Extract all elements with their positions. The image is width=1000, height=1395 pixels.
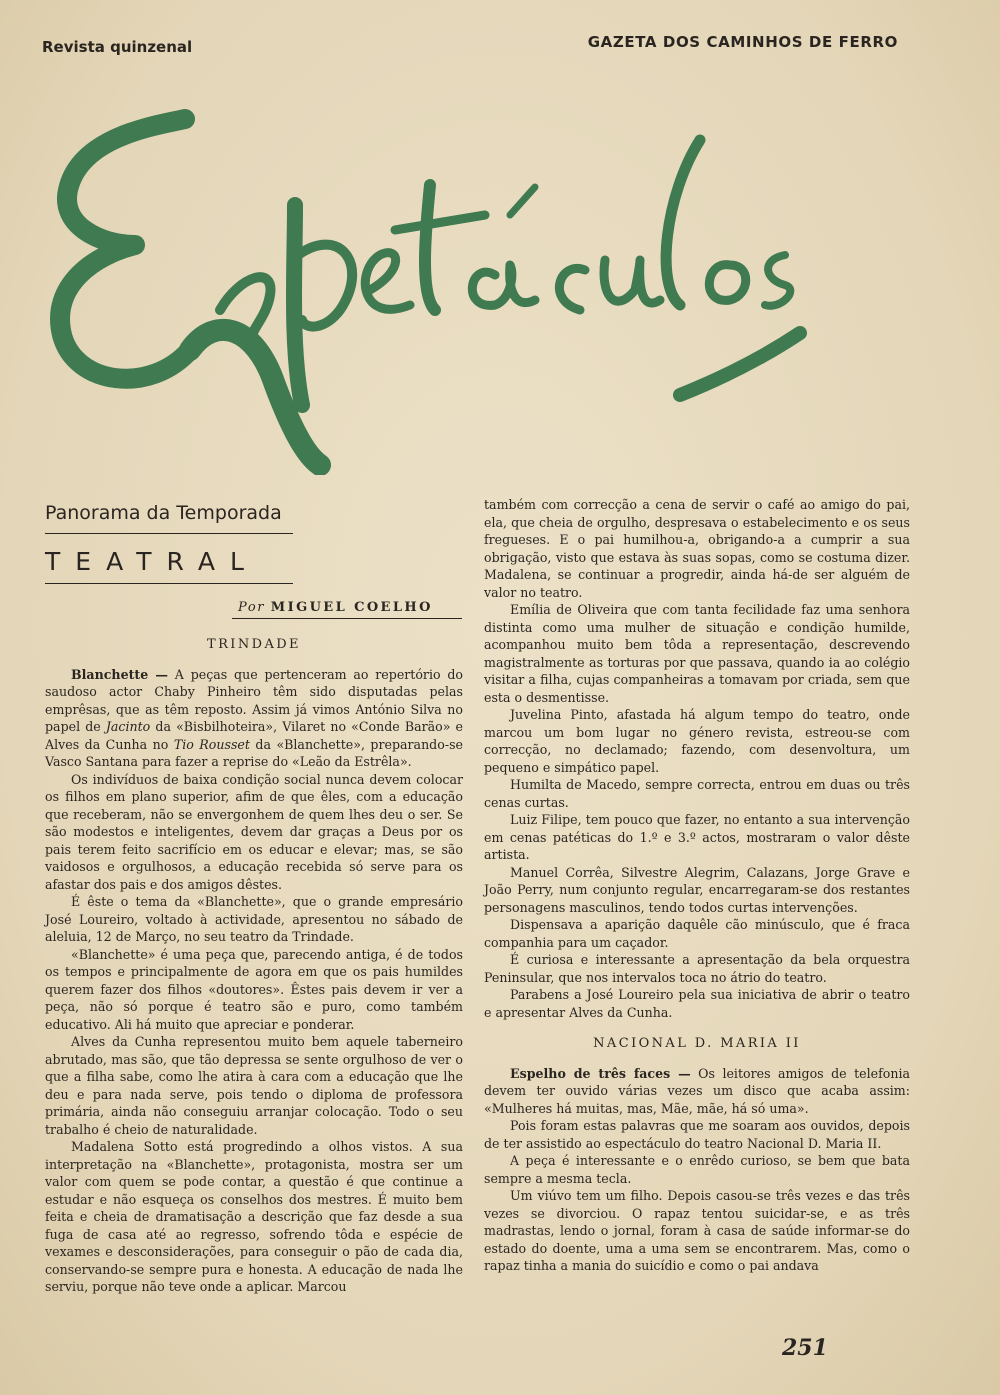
paragraph: Espelho de três faces — Os leitores amigos de telefonia devem ter ouvido várias vezes um disco que acaba assim: «Mulheres há muitas, mas, Mãe, mãe, há só uma». (484, 1065, 910, 1116)
paragraph: A peça é interessante e o enrêdo curioso, se bem que bata sempre a mesma tecla. (484, 1153, 910, 1186)
section-title: Panorama da Temporada (45, 502, 282, 524)
author-name: MIGUEL COELHO (270, 600, 433, 615)
espetaculos-logo (40, 95, 810, 475)
paragraph: É êste o tema da «Blanchette», que o grande empresário José Loureiro, voltado à actividade, apresentou no sábado de aleluia, 12 de Março, no seu teatro da Trindade. (45, 894, 463, 944)
paragraph: Manuel Corrêa, Silvestre Alegrim, Calazans, Jorge Grave e João Perry, num conjunto regular, encarregaram-se dos restantes personagens masculinos, tendo todos curtas intervenções. (484, 864, 910, 915)
logo-text: Espetáculos (40, 95, 47, 96)
paragraph: Humilta de Macedo, sempre correcta, entrou em duas ou três cenas curtas. (484, 777, 910, 810)
paragraph: Luiz Filipe, tem pouco que fazer, no entanto a sua intervenção em cenas patéticas do 1.º e 3.º actos, mostraram o valor dêste artista. (484, 812, 910, 862)
left-column (45, 636, 463, 1296)
paragraph: «Blanchette» é uma peça que, parecendo antiga, é de todos os tempos e principalmente de agora em que os pais humildes querem fazer dos filhos «doutores». Êstes pais devem ir ver a peça, não só porque é teatro são e puro, como também educativo. Ali há muito que apreciar e ponderar. (45, 946, 463, 1032)
title-rule (45, 533, 293, 534)
venue-heading: NACIONAL D. MARIA II (593, 1036, 801, 1051)
paragraph: Um viúvo tem um filho. Depois casou-se três vezes e das três vezes se divorciou. O rapaz tentou suicidar-se, e as três madrastas, lendo o jornal, foram à casa de saúde informar-se do estado do doente, uma a uma sem se encontrarem. Mas, como o rapaz tinha a mania do suicídio e como o pai andava (484, 1188, 910, 1273)
byline (238, 600, 433, 615)
play-title: Espelho de três faces — (510, 1065, 691, 1081)
paragraph: Pois foram estas palavras que me soaram aos ouvidos, depois de ter assistido ao espectáculo do teatro Nacional D. Maria II. (484, 1118, 910, 1151)
section-subtitle: TEATRAL (45, 547, 259, 576)
play-title: Blanchette — (71, 666, 169, 682)
byline-prefix: Por (238, 600, 266, 615)
page-number: 251 (782, 1335, 828, 1361)
right-column (484, 496, 910, 1275)
paragraph: também com correcção a cena de servir o café ao amigo do pai, ela, que cheia de orgulho, despresava o estabelecimento e os seus fregueses. E o pai humilhou-a, obrigando-a a cumprir a sua obrigação, visto que estava às suas sopas, como se costuma dizer. Madalena, se continuar a progredir, ainda há-de ser alguém de valor no teatro. (484, 497, 910, 600)
header-left: Revista quinzenal (42, 38, 193, 56)
paragraph: Madalena Sotto está progredindo a olhos vistos. A sua interpretação na «Blanchette», protagonista, mostra ser um valor com quem se pode contar, a questão é que continue a estudar e não esqueça os conselhos dos mestres. É muito bem feita e cheia de dramatisação a descrição que faz desde a sua fuga de casa até ao regresso, sofrendo tôda e espécie de vexames e desconsiderações, para conseguir o pão de cada dia, conservando-se sempre pura e honesta. A educação de nada lhe serviu, porque não teve onde a aplicar. Marcou (45, 1139, 463, 1294)
subtitle-rule (45, 583, 293, 584)
paragraph: Os indivíduos de baixa condição social nunca devem colocar os filhos em plano superior, afim de que êles, com a educação que receberam, não se envergonhem de quem lhes deu o ser. Se são modestos e inteligentes, devem dar graças a Deus por os pais terem feito sacrifício em os educar e elevar; mas, se são vaidosos e orgulhosos, a educação recebida só serve para os afastar dos pais e dos amigos dêstes. (45, 771, 463, 892)
byline-rule (232, 618, 462, 619)
paragraph: É curiosa e interessante a apresentação da bela orquestra Peninsular, que nos intervalos toca no átrio do teatro. (484, 952, 910, 985)
venue-heading: TRINDADE (207, 637, 301, 652)
header-right: GAZETA DOS CAMINHOS DE FERRO (587, 33, 898, 51)
paragraph: Parabens a José Loureiro pela sua iniciativa de abrir o teatro e apresentar Alves da Cunha. (484, 987, 910, 1020)
paragraph: Alves da Cunha representou muito bem aquele taberneiro abrutado, mas são, que tão depressa se sente orgulhoso de ver o que a filha sabe, como lhe atira à cara com a educação que lhe deu e para nada serve, pois tendo o diploma de professora primária, ainda não conseguiu arranjar colocação. Todo o seu trabalho é cheio de naturalidade. (45, 1034, 463, 1137)
paragraph: Dispensava a aparição daquêle cão minúsculo, que é fraca companhia para um caçador. (484, 917, 910, 950)
paragraph: Emília de Oliveira que com tanta fecilidade faz uma senhora distinta como uma mulher de situação e condição humilde, acompanhou muito bem tôda a representação, descrevendo magistralmente as torturas por que passava, quando ia ao colégio visitar a filha, cujas companheiras a tomavam por criada, sem que esta o desmentisse. (484, 602, 910, 705)
paragraph: Juvelina Pinto, afastada há algum tempo do teatro, onde marcou um bom lugar no género revista, estreou-se com correcção, no declamado; fazendo, com desenvoltura, um pequeno e simpático papel. (484, 707, 910, 775)
paragraph: Blanchette — A peças que pertenceram ao repertório do saudoso actor Chaby Pinheiro têm sido disputadas pelas emprêsas, que as têm reposto. Assim já vimos António Silva no papel de Jacinto da «Bisbilhoteira», Vilaret no «Conde Barão» e Alves da Cunha no Tio Rousset da «Blanchette», preparando-se Vasco Santana para fazer a reprise do «Leão da Estrêla». (45, 666, 463, 769)
